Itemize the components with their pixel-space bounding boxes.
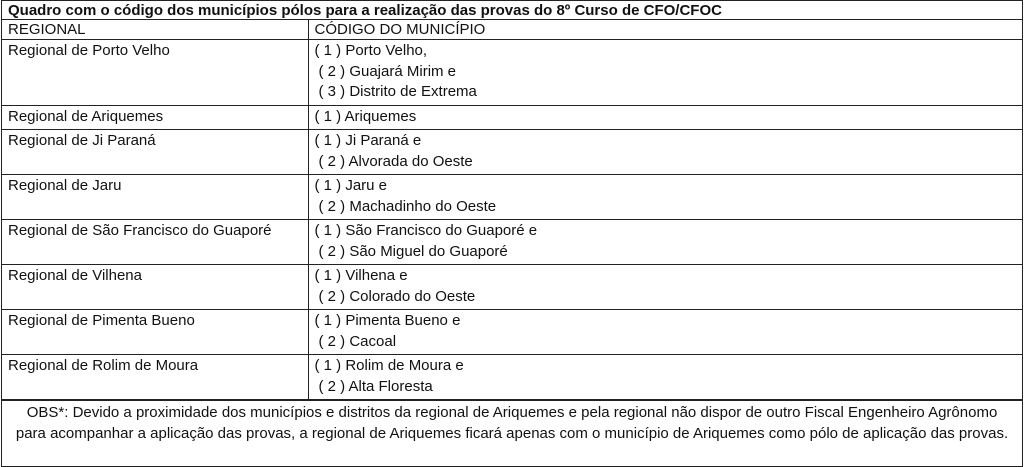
observation-note: OBS*: Devido a proximidade dos municípios e distritos da regional de Ariquemes e pela regional não dispor de outro Fiscal Engenheiro Agrônomo para acompanhar a aplicação das provas, a regional de Ariquemes ficará apenas com o município de Ariquemes como pólo de aplicação das provas. [2, 400, 1022, 466]
codes-cell [308, 265, 1022, 310]
table-row [2, 355, 1022, 400]
regional-cell: Regional de Pimenta Bueno [2, 310, 308, 355]
code-line: ( 1 ) Pimenta Bueno e [314, 312, 461, 329]
codes-cell [308, 40, 1022, 106]
code-line: ( 1 ) Ji Paraná e [314, 132, 422, 149]
code-line: ( 1 ) Jaru e [314, 177, 388, 194]
codes-cell [308, 130, 1022, 175]
codes-cell [308, 175, 1022, 220]
header-regional: REGIONAL [2, 20, 308, 40]
document [1, 0, 1023, 467]
code-line: ( 1 ) Rolim de Moura e [314, 357, 464, 374]
code-line: ( 2 ) Colorado do Oeste [318, 287, 476, 305]
table-row [2, 105, 1022, 130]
regional-cell: Regional de Vilhena [2, 265, 308, 310]
regional-cell: Regional de Ariquemes [2, 105, 308, 130]
codes-cell [308, 220, 1022, 265]
code-line: ( 2 ) Cacoal [318, 332, 397, 350]
table-row [2, 130, 1022, 175]
table-row [2, 265, 1022, 310]
code-line: ( 1 ) Ariquemes [314, 107, 417, 125]
table-title: Quadro com o código dos municípios pólos para a realização das provas do 8º Curso de CFO/CFOC [2, 0, 1022, 20]
regional-cell: Regional de Jaru [2, 175, 308, 220]
code-line: ( 2 ) Alvorada do Oeste [318, 152, 473, 170]
regional-cell: Regional de São Francisco do Guaporé [2, 220, 308, 265]
code-line: ( 2 ) Alta Floresta [318, 377, 433, 395]
code-line: ( 1 ) Porto Velho, [314, 42, 428, 59]
regional-cell: Regional de Porto Velho [2, 40, 308, 106]
code-line: ( 2 ) São Miguel do Guaporé [318, 242, 508, 260]
table-header-row [2, 20, 1022, 40]
code-line: ( 2 ) Guajará Mirim e [318, 62, 457, 80]
table-row [2, 40, 1022, 106]
codes-cell [308, 105, 1022, 130]
codes-cell [308, 310, 1022, 355]
code-line: ( 2 ) Machadinho do Oeste [318, 197, 497, 215]
code-line: ( 3 ) Distrito de Extrema [318, 83, 477, 100]
table-row [2, 175, 1022, 220]
table-row [2, 220, 1022, 265]
code-line: ( 1 ) Vilhena e [314, 267, 408, 284]
codes-cell [308, 355, 1022, 400]
regional-cell: Regional de Ji Paraná [2, 130, 308, 175]
code-line: ( 1 ) São Francisco do Guaporé e [314, 222, 538, 239]
header-codigo: CÓDIGO DO MUNICÍPIO [308, 20, 1022, 40]
regional-cell: Regional de Rolim de Moura [2, 355, 308, 400]
municipality-table [2, 20, 1022, 400]
table-row [2, 310, 1022, 355]
